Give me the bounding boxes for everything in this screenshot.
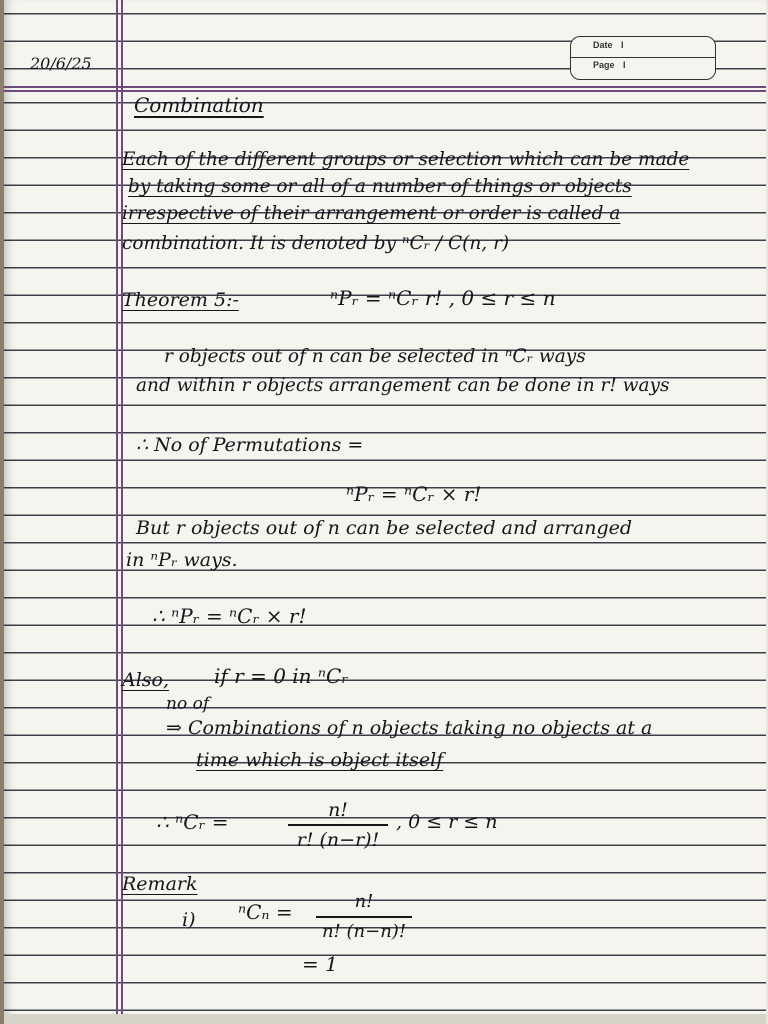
- theorem-label: Theorem 5:-: [122, 289, 239, 311]
- combination-formula-lhs: ∴ ⁿCᵣ =: [156, 810, 229, 834]
- page-separator: I: [623, 60, 626, 70]
- definition-line: by taking some or all of a number of things or objects: [128, 176, 632, 197]
- implies-line: time which is object itself: [196, 749, 444, 771]
- proof-line: and within r objects arrangement can be done in r! ways: [136, 375, 670, 396]
- remark-label: Remark: [122, 873, 198, 895]
- margin-line: [116, 0, 118, 1024]
- fraction-bar: [316, 916, 412, 918]
- also-statement: if r = 0 in ⁿCᵣ: [214, 664, 349, 688]
- but-line: But r objects out of n can be selected and arranged: [136, 517, 633, 539]
- page-title: Combination: [134, 93, 264, 117]
- remark-lhs: ⁿCₙ =: [238, 900, 293, 924]
- permutation-equation: ∴ ⁿPᵣ = ⁿCᵣ × r!: [152, 604, 307, 628]
- fraction-bar: [288, 824, 388, 826]
- date-separator: I: [621, 40, 624, 50]
- theorem-statement: ⁿPᵣ = ⁿCᵣ r! , 0 ≤ r ≤ n: [330, 286, 556, 310]
- header-rule: [4, 86, 766, 88]
- date-label: Date: [593, 40, 613, 50]
- definition-line: Each of the different groups or selection which can be made: [122, 149, 690, 170]
- but-line: in ⁿPᵣ ways.: [126, 549, 238, 571]
- no-of-note: no of: [166, 694, 210, 714]
- fraction-numerator: n!: [354, 891, 374, 912]
- remark-fraction: [316, 890, 412, 944]
- remark-index: i): [182, 909, 196, 931]
- permutations-line: ∴ No of Permutations =: [136, 434, 364, 456]
- permutation-equation: ⁿPᵣ = ⁿCᵣ × r!: [346, 482, 482, 506]
- definition-line: irrespective of their arrangement or order is called a: [122, 203, 621, 224]
- fraction-denominator: n! (n−n)!: [321, 920, 407, 942]
- remark-result: = 1: [302, 952, 338, 976]
- definition-line: combination. It is denoted by ⁿCᵣ / C(n, r): [122, 233, 510, 254]
- page-label: Page: [593, 60, 615, 70]
- proof-line: r objects out of n can be selected in ⁿCᵣ ways: [164, 346, 586, 367]
- fraction-denominator: r! (n−r)!: [296, 828, 380, 851]
- date-page-divider: [571, 57, 715, 58]
- combination-condition: , 0 ≤ r ≤ n: [396, 811, 498, 833]
- page-bottom-edge: [4, 1014, 766, 1024]
- also-label: Also,: [122, 669, 170, 691]
- notebook-page: [4, 0, 766, 1024]
- implies-line: ⇒ Combinations of n objects taking no objects at a: [166, 717, 653, 739]
- date-page-box: [570, 36, 716, 80]
- combination-fraction: [288, 798, 388, 852]
- fraction-numerator: n!: [328, 799, 348, 821]
- written-date: 20/6/25: [30, 54, 92, 73]
- header-rule: [4, 90, 766, 92]
